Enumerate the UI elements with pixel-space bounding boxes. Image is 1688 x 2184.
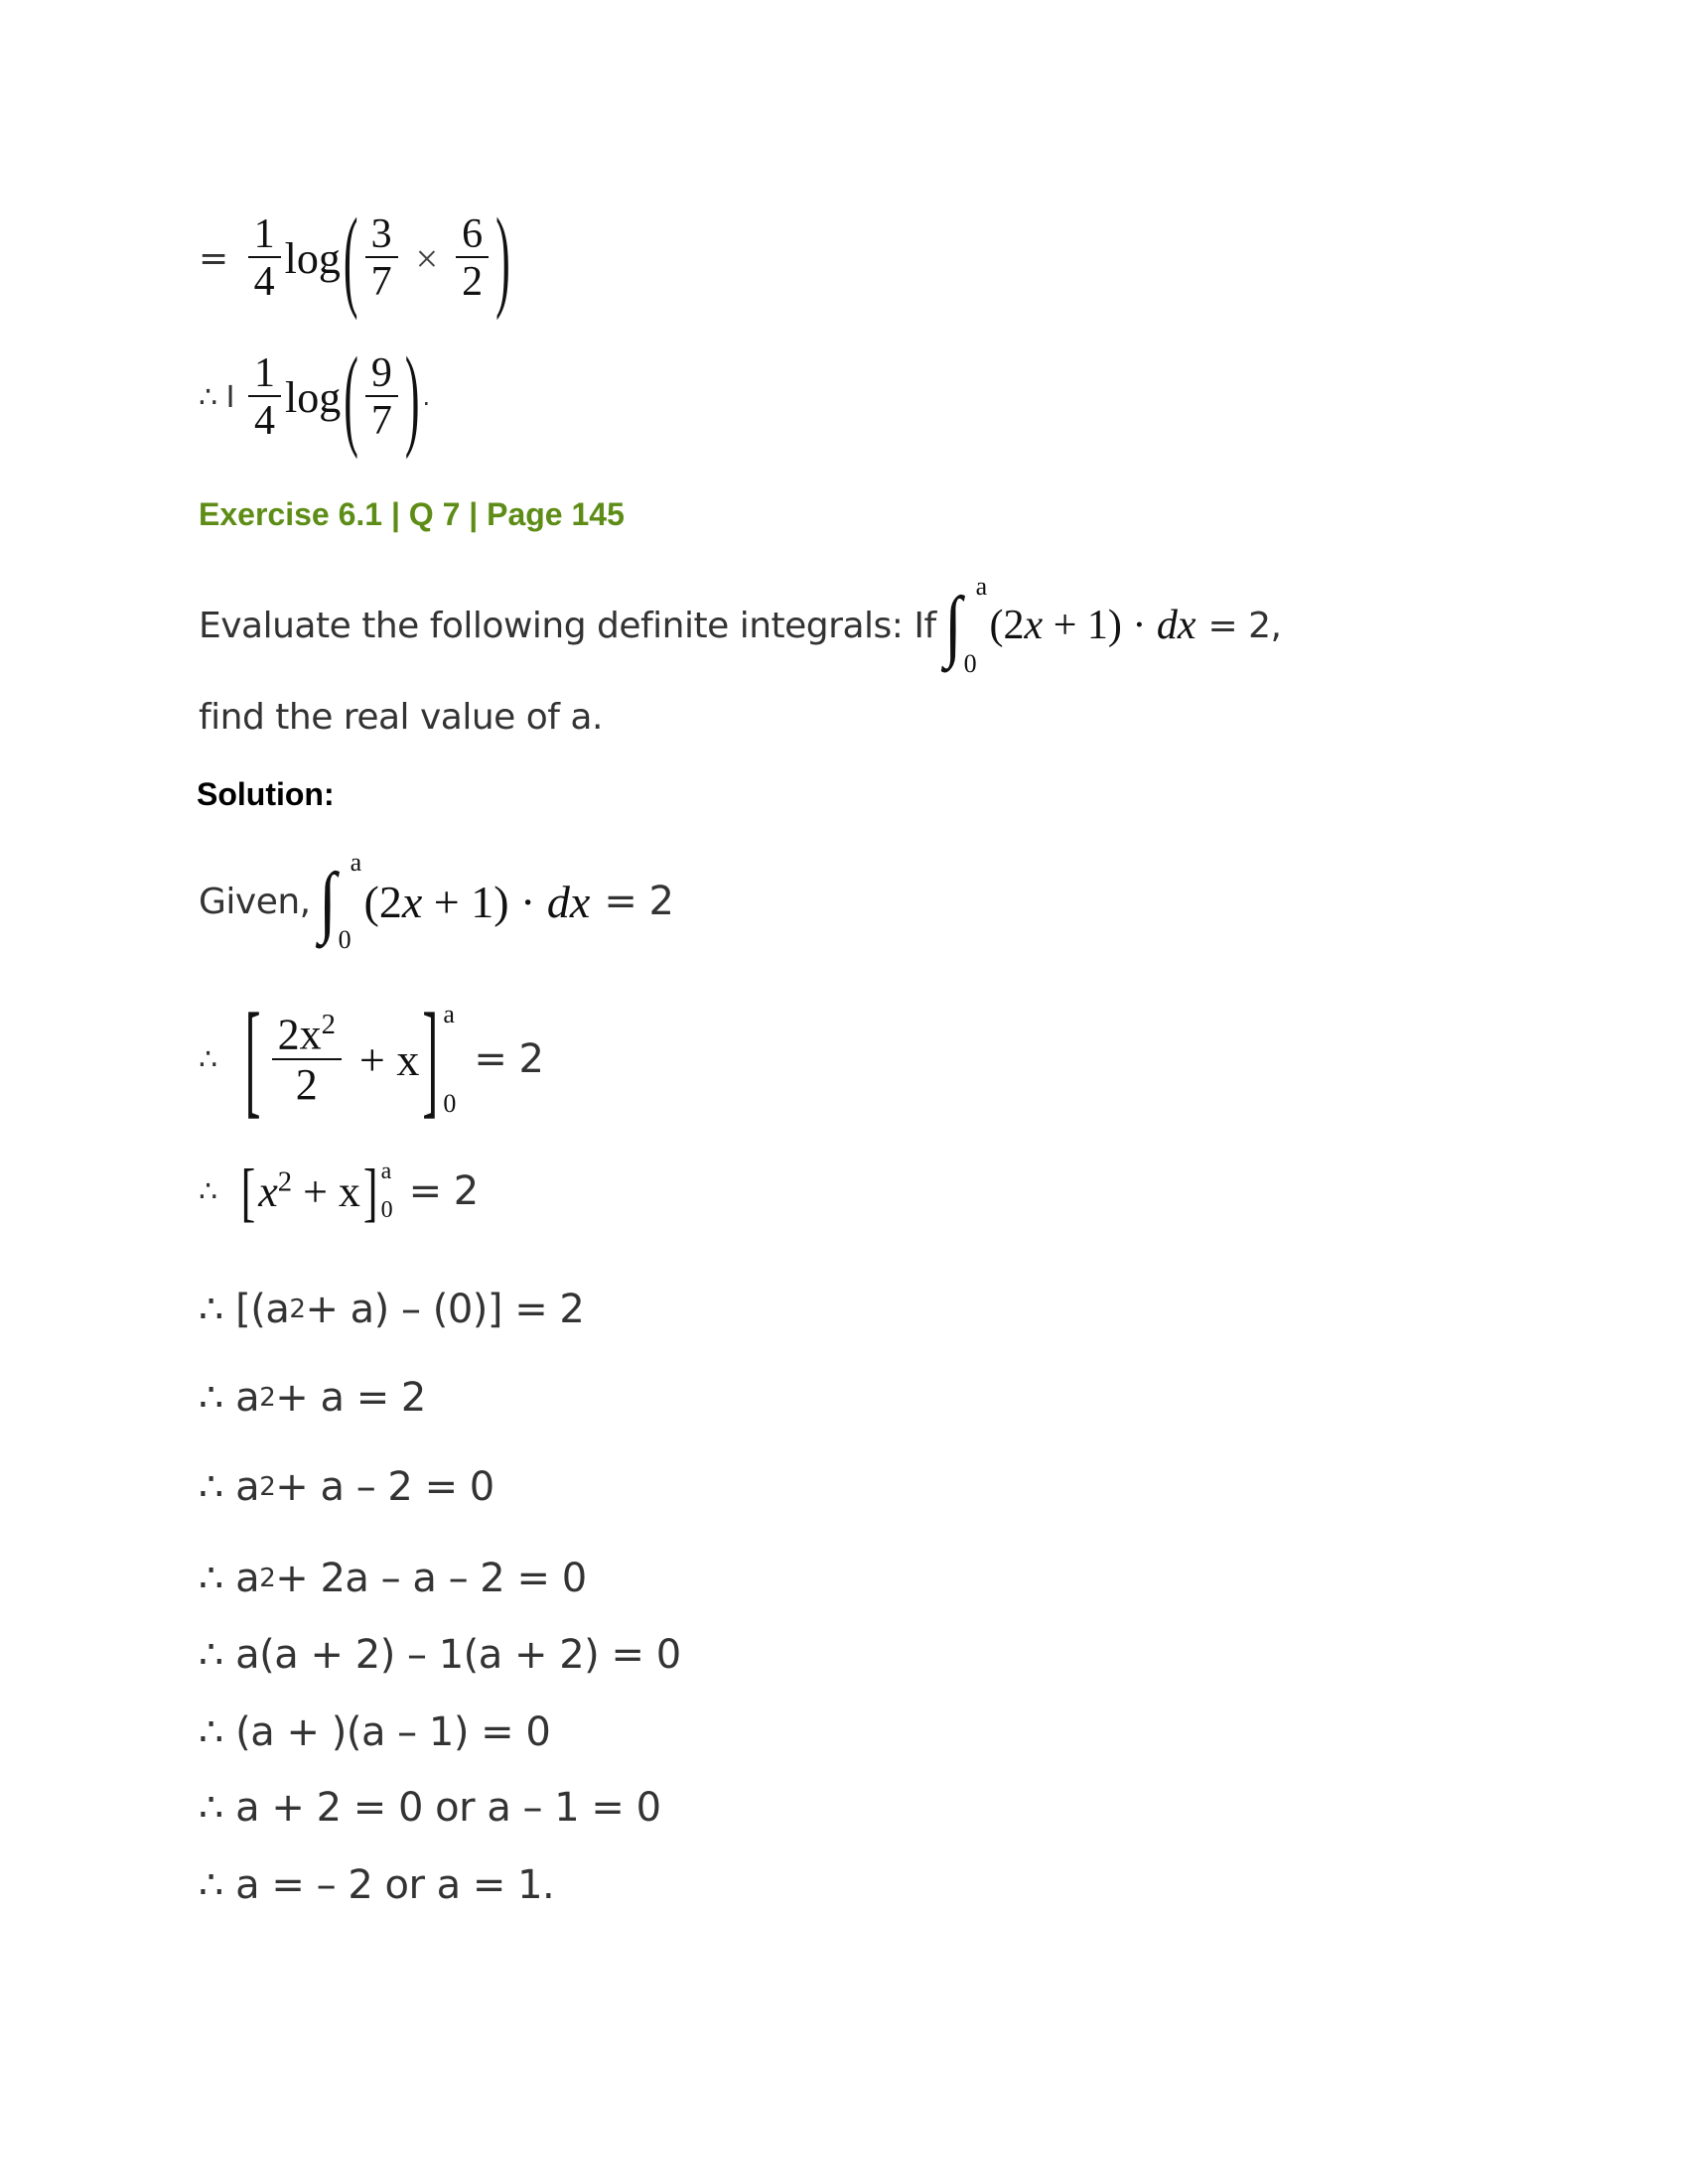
equation-line-2: [199, 334, 430, 461]
integrand-part: + 1) ·: [422, 876, 547, 927]
step-text: ∴ a: [199, 1464, 260, 1510]
integrand: [990, 602, 1196, 649]
integral-icon: ∫: [318, 858, 337, 945]
dx: dx: [546, 876, 591, 927]
therefore-i: ∴ I: [199, 379, 234, 415]
step-text: ∴ [(a: [199, 1287, 290, 1332]
numerator: 1: [248, 212, 281, 258]
variable-x: x: [401, 876, 423, 927]
given-line: [199, 848, 674, 954]
integral-sign: [317, 848, 362, 954]
step-text: ∴ a(a + 2) – 1(a + 2) = 0: [199, 1632, 681, 1678]
step-line: [199, 1464, 494, 1510]
left-paren: (: [343, 195, 358, 322]
denominator: 4: [253, 398, 275, 444]
lower-limit: 0: [380, 1197, 393, 1223]
left-paren: (: [344, 334, 358, 461]
question-line-2: [199, 695, 603, 739]
upper-limit: a: [975, 572, 988, 601]
step-text: + 2a – a – 2 = 0: [275, 1556, 587, 1601]
upper-limit: a: [443, 1000, 455, 1028]
numerator: 6: [456, 212, 489, 258]
limits: [381, 1159, 393, 1224]
plus-x: + x: [303, 1166, 360, 1216]
right-paren: ): [495, 195, 510, 322]
question-text: Evaluate the following definite integrals: If: [199, 605, 936, 646]
exponent: 2: [259, 1383, 276, 1413]
fraction-3-7: [365, 212, 398, 304]
step-line: [199, 1632, 681, 1678]
equals-2: = 2: [474, 1036, 544, 1082]
fraction-one-quarter: [248, 351, 281, 443]
step-text: + a – 2 = 0: [275, 1464, 494, 1510]
question-line-1: [199, 572, 1282, 678]
right-bracket: ]: [362, 1155, 378, 1228]
left-bracket: [: [240, 1155, 256, 1228]
step-text: ∴ a: [199, 1556, 260, 1601]
dx: dx: [1156, 603, 1196, 648]
upper-limit: a: [380, 1159, 392, 1184]
step-text: + a) – (0)] = 2: [305, 1287, 585, 1332]
step-text: + a = 2: [275, 1375, 426, 1421]
integrand-part: (2: [989, 603, 1025, 648]
integral-icon: ∫: [943, 582, 962, 669]
numerator: [272, 1011, 342, 1060]
exercise-heading: Exercise 6.1 | Q 7 | Page 145: [199, 496, 625, 532]
numerator: 3: [365, 212, 398, 258]
therefore: ∴: [199, 1041, 217, 1077]
denominator: 7: [370, 398, 392, 444]
step-text: ∴ a + 2 = 0 or a – 1 = 0: [199, 1785, 661, 1831]
fraction-9-7: [365, 351, 398, 443]
fraction-6-2: [456, 212, 489, 304]
question-equals: = 2,: [1207, 605, 1282, 646]
solution-label: Solution:: [197, 776, 335, 812]
step-line: [199, 1862, 554, 1908]
step-line: [199, 1287, 584, 1332]
exponent: 2: [289, 1295, 306, 1324]
equals: =: [199, 237, 228, 279]
given-equals: = 2: [604, 879, 674, 924]
step-line: [199, 1709, 550, 1755]
denominator: 2: [295, 1059, 318, 1109]
log: log: [284, 233, 341, 283]
period: .: [422, 383, 430, 411]
upper-limit: a: [350, 848, 362, 877]
lower-limit: 0: [443, 1089, 457, 1118]
integrand: [364, 876, 591, 928]
lower-limit: 0: [963, 649, 977, 678]
equals-2: = 2: [408, 1168, 479, 1214]
denominator: 7: [370, 259, 392, 305]
therefore: ∴: [199, 1173, 217, 1209]
integral-sign: [942, 572, 988, 678]
denominator: 4: [253, 259, 275, 305]
times: ×: [415, 235, 439, 281]
step-line: [199, 1556, 587, 1601]
given-text: Given,: [199, 881, 311, 922]
step-text: ∴ a = – 2 or a = 1.: [199, 1862, 555, 1908]
lower-limit: 0: [338, 925, 352, 954]
integrand-part: (2: [363, 876, 402, 927]
log: log: [284, 372, 342, 422]
integrand-part: + 1) ·: [1043, 603, 1157, 648]
exponent: 2: [259, 1472, 276, 1502]
limits: [443, 1000, 456, 1119]
exponent: 2: [259, 1564, 276, 1593]
exponent: 2: [321, 1009, 336, 1040]
right-paren: ): [404, 334, 420, 461]
step-line: [199, 1375, 426, 1421]
plus-x: + x: [358, 1033, 420, 1085]
numerator-base: 2x: [277, 1010, 322, 1059]
numerator: 1: [248, 351, 281, 397]
variable-x: x: [1024, 603, 1044, 648]
step-bracket-simple: [199, 1152, 479, 1231]
step-line: [199, 1785, 661, 1831]
step-text: ∴ (a + )(a – 1) = 0: [199, 1709, 551, 1755]
step-text: ∴ a: [199, 1375, 260, 1421]
expression: [258, 1166, 360, 1217]
exponent: 2: [277, 1165, 293, 1197]
denominator: 2: [462, 259, 484, 305]
numerator: 9: [365, 351, 398, 397]
fraction-2x2-over-2: [272, 1011, 342, 1108]
equation-line-1: [199, 195, 513, 322]
left-bracket: [: [244, 988, 261, 1131]
right-bracket: ]: [422, 988, 439, 1131]
variable-x: x: [258, 1166, 278, 1216]
fraction-one-quarter: [248, 212, 281, 304]
question-text-2: find the real value of a.: [199, 696, 603, 738]
step-bracket-fraction: [199, 988, 544, 1131]
